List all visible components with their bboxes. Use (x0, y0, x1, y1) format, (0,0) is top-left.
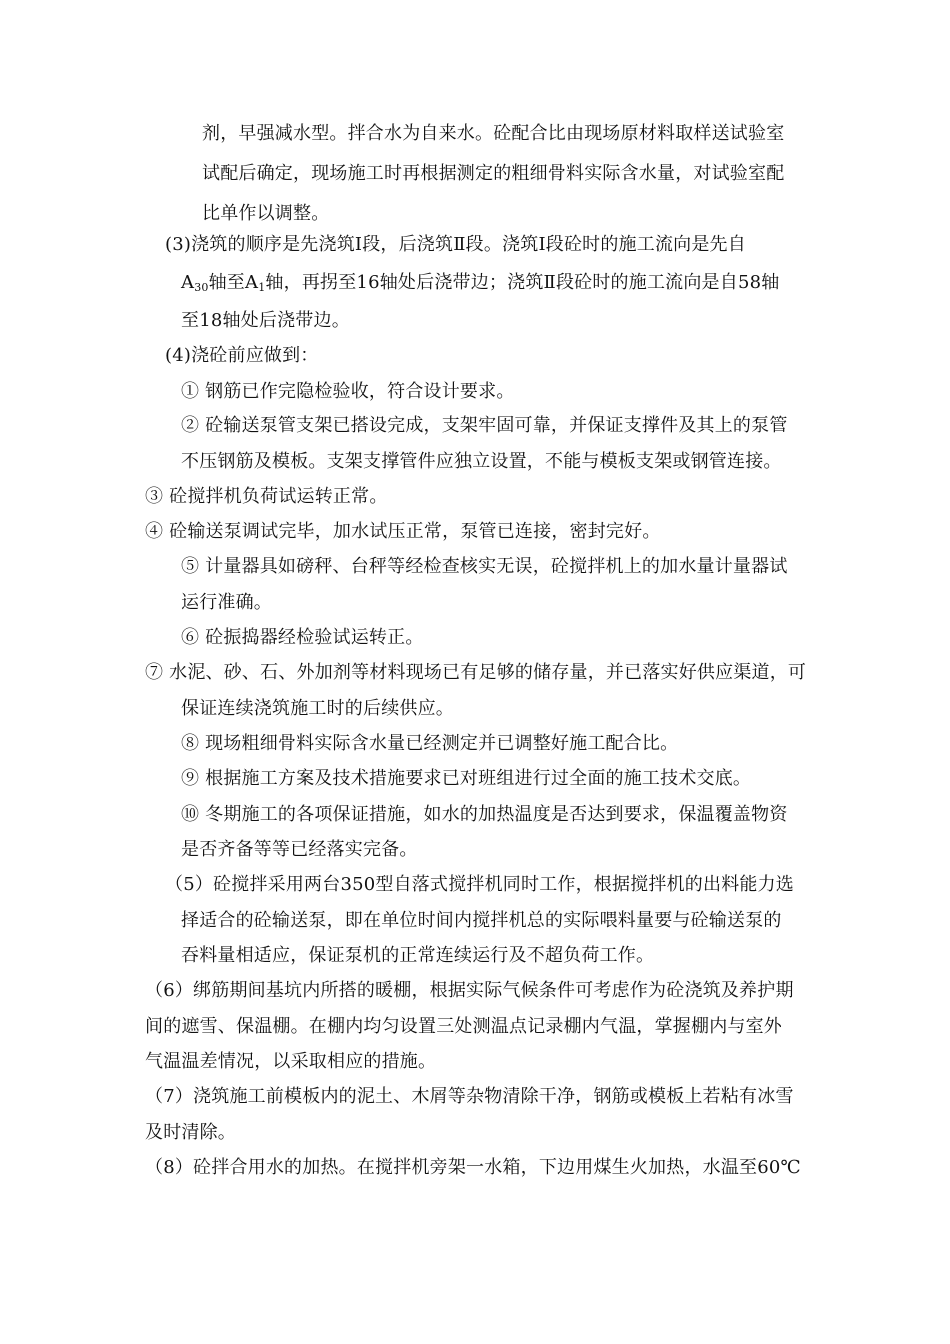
text-line: 不压钢筋及模板。支架支撑管件应独立设置，不能与模板支架或钢管连接。 (181, 451, 782, 472)
text-line: ⑥ 砼振捣器经检验试运转正。 (181, 627, 424, 648)
text-line: 是否齐备等等已经落实完备。 (181, 839, 418, 860)
text-line: 比单作以调整。 (202, 203, 330, 224)
text-line: ⑦ 水泥、砂、石、外加剂等材料现场已有足够的储存量，并已落实好供应渠道，可 (145, 662, 807, 683)
text-line: ⑤ 计量器具如磅秤、台秤等经检查核实无误，砼搅拌机上的加水量计量器试 (181, 556, 788, 577)
text-line: ① 钢筋已作完隐检验收，符合设计要求。 (181, 381, 515, 402)
text-line: (4)浇砼前应做到： (165, 345, 319, 366)
text-line: 吞料量相适应，保证泵机的正常连续运行及不超负荷工作。 (181, 945, 655, 966)
text-line: （6）绑筋期间基坑内所搭的暖棚，根据实际气候条件可考虑作为砼浇筑及养护期 (145, 980, 794, 1001)
text-line: 试配后确定，现场施工时再根据测定的粗细骨料实际含水量，对试验室配 (202, 163, 785, 184)
text-line: 气温温差情况，以采取相应的措施。 (145, 1051, 437, 1072)
text-line: 保证连续浇筑施工时的后续供应。 (181, 698, 454, 719)
text-line: （7）浇筑施工前模板内的泥土、木屑等杂物清除干净，钢筋或模板上若粘有冰雪 (145, 1086, 794, 1107)
text-line: (3)浇筑的顺序是先浇筑Ⅰ段，后浇筑Ⅱ段。浇筑Ⅰ段砼时的施工流向是先自 (165, 234, 746, 255)
text-line: ② 砼输送泵管支架已搭设完成，支架牢固可靠，并保证支撑件及其上的泵管 (181, 415, 788, 436)
text-line: ⑨ 根据施工方案及技术措施要求已对班组进行过全面的施工技术交底。 (181, 768, 752, 789)
text-line: ③ 砼搅拌机负荷试运转正常。 (145, 486, 388, 507)
text-line: ⑩ 冬期施工的各项保证措施，如水的加热温度是否达到要求，保温覆盖物资 (181, 804, 788, 825)
text-line: 剂，早强减水型。拌合水为自来水。砼配合比由现场原材料取样送试验室 (202, 123, 785, 144)
text-line: 择适合的砼输送泵，即在单位时间内搅拌机总的实际喂料量要与砼输送泵的 (181, 910, 782, 931)
text-line: 及时清除。 (145, 1122, 236, 1143)
text-line: 间的遮雪、保温棚。在棚内均匀设置三处测温点记录棚内气温，掌握棚内与室外 (145, 1016, 782, 1037)
text-line: $A_{30}$轴至$A_1$轴，再拐至16轴处后浇带边；浇筑Ⅱ段砼时的施工流向是自58轴 (181, 272, 780, 294)
text-line: （5）砼搅拌采用两台350型自落式搅拌机同时工作，根据搅拌机的出料能力选 (165, 874, 795, 895)
text-line: （8）砼拌合用水的加热。在搅拌机旁架一水箱，下边用煤生火加热，水温至60℃ (145, 1157, 801, 1178)
axis-label-a30: $A_{30}$ (181, 272, 209, 294)
axis-label-a1: $A_1$ (245, 272, 266, 294)
text-line: ⑧ 现场粗细骨料实际含水量已经测定并已调整好施工配合比。 (181, 733, 679, 754)
text-line: 运行准确。 (181, 592, 272, 613)
text-line: 至18轴处后浇带边。 (181, 310, 350, 331)
text-line: ④ 砼输送泵调试完毕，加水试压正常，泵管已连接，密封完好。 (145, 521, 661, 542)
